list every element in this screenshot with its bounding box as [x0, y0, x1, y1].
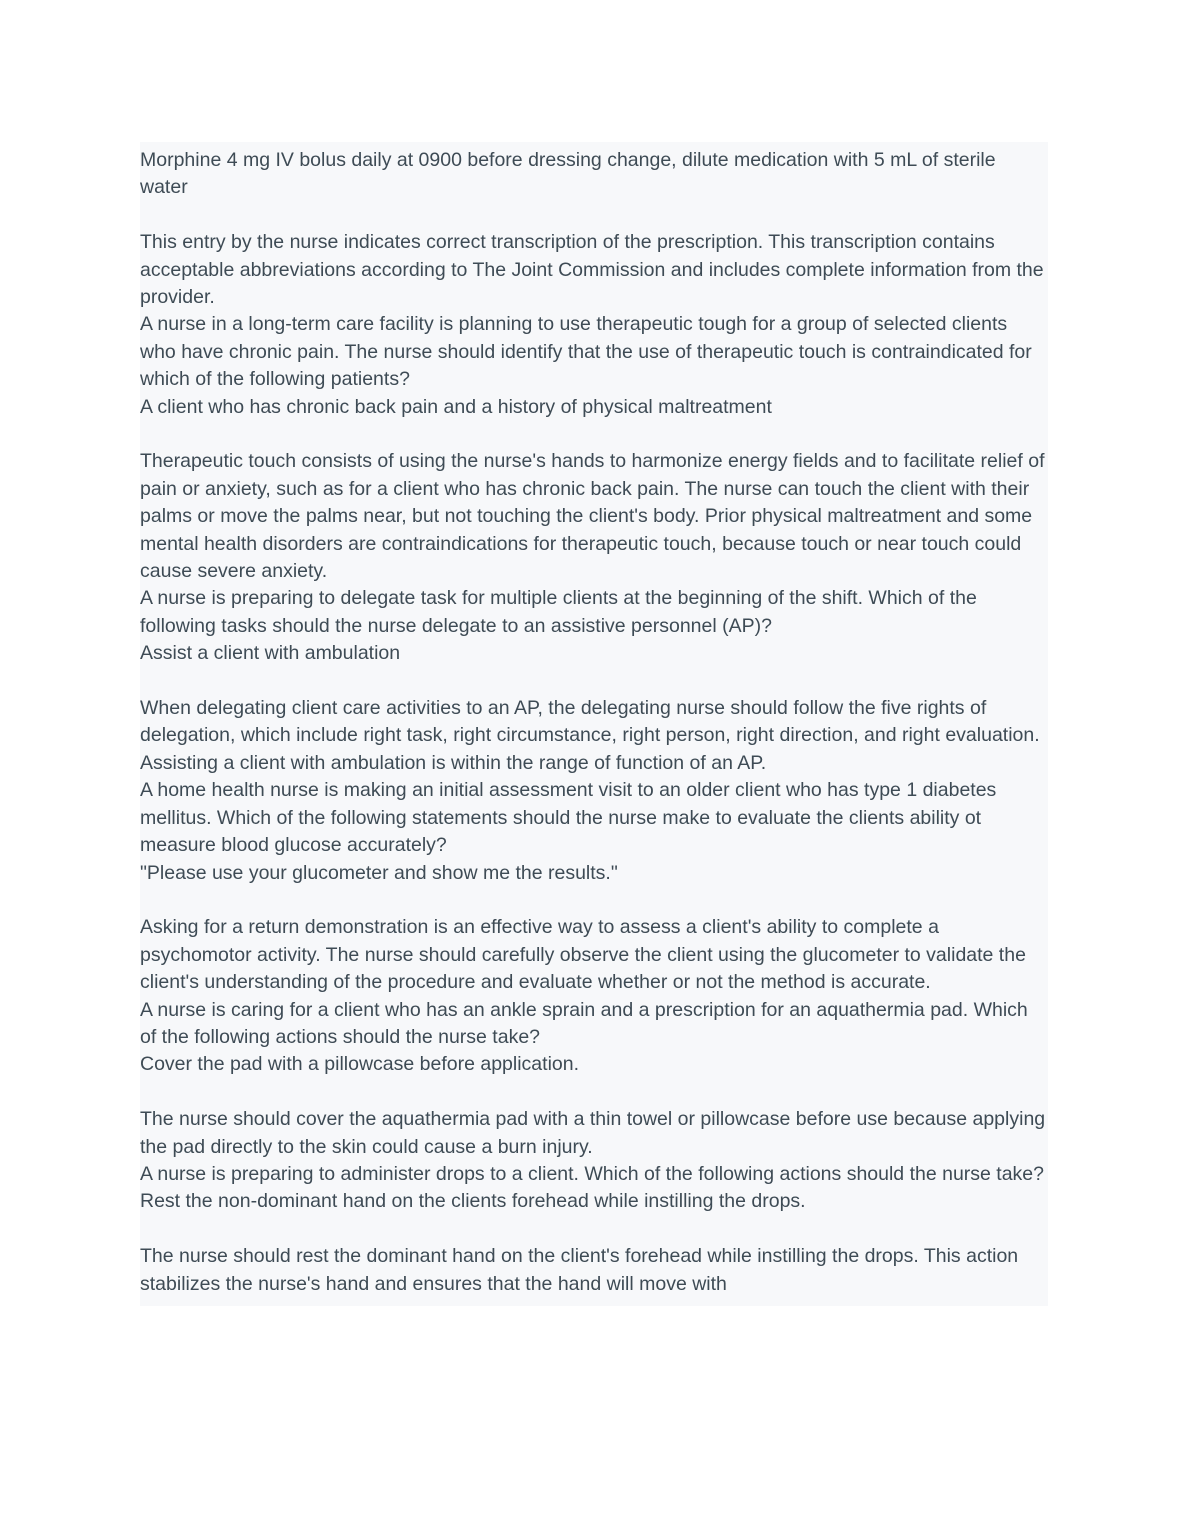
paragraph: The nurse should cover the aquathermia pad with a thin towel or pillowcase before use because applying the pad directly to the skin could cause a burn injury. — [140, 1108, 1046, 1158]
paragraph: A nurse in a long-term care facility is planning to use therapeutic tough for a group of selected clients who have chronic pain. The nurse should identify that the use of therapeutic touch is contraindicated for which of the following patients? — [140, 313, 1032, 391]
blank-line — [140, 202, 1048, 229]
document-content — [140, 142, 1048, 1306]
blank-line — [140, 668, 1048, 695]
paragraph: A nurse is caring for a client who has an ankle sprain and a prescription for an aquathermia pad. Which of the following actions should the nurse take? — [140, 998, 1028, 1048]
paragraph: "Please use your glucometer and show me the results." — [140, 861, 618, 884]
paragraph: A client who has chronic back pain and a history of physical maltreatment — [140, 395, 772, 418]
paragraph: A home health nurse is making an initial assessment visit to an older client who has type 1 diabetes mellitus. Which of the following statements should the nurse make to evaluate the clients ability ot measure blood glucose accurately? — [140, 779, 997, 857]
paragraph: The nurse should rest the dominant hand on the client's forehead while instilling the drops. This action stabilizes the nurse's hand and ensures that the hand will move with — [140, 1245, 1019, 1295]
paragraph: Assist a client with ambulation — [140, 642, 401, 665]
blank-line — [140, 887, 1048, 914]
blank-line — [140, 1216, 1048, 1243]
paragraph: Therapeutic touch consists of using the nurse's hands to harmonize energy fields and to facilitate relief of pain or anxiety, such as for a client who has chronic back pain. The nurse can touch the client with their palms or move the palms near, but not touching the client's body. Prior physical maltreatment and some mental health disorders are contraindications for therapeutic touch, because touch or near touch could cause severe anxiety. — [140, 450, 1045, 583]
blank-line — [140, 421, 1048, 448]
paragraph: Asking for a return demonstration is an effective way to assess a client's ability to complete a psychomotor activity. The nurse should carefully observe the client using the glucometer to validate the client's understanding of the procedure and evaluate whether or not the method is accurate. — [140, 916, 1026, 994]
paragraph: This entry by the nurse indicates correct transcription of the prescription. This transcription contains acceptable abbreviations according to The Joint Commission and includes complete information from the provider. — [140, 231, 1044, 309]
paragraph: Cover the pad with a pillowcase before application. — [140, 1053, 580, 1076]
paragraph: A nurse is preparing to delegate task for multiple clients at the beginning of the shift. Which of the following tasks should the nurse delegate to an assistive personnel (AP)? — [140, 587, 977, 637]
paragraph: When delegating client care activities to an AP, the delegating nurse should follow the five rights of delegation, which include right task, right circumstance, right person, right direction, and right evaluation. Assisting a client with ambulation is within the range of function of an AP. — [140, 697, 1040, 774]
paragraph: A nurse is preparing to administer drops to a client. Which of the following actions should the nurse take? — [140, 1162, 1044, 1185]
paragraph: Rest the non-dominant hand on the clients forehead while instilling the drops. — [140, 1190, 806, 1213]
paragraph: Morphine 4 mg IV bolus daily at 0900 before dressing change, dilute medication with 5 mL of sterile water — [140, 149, 996, 199]
blank-line — [140, 1079, 1048, 1106]
